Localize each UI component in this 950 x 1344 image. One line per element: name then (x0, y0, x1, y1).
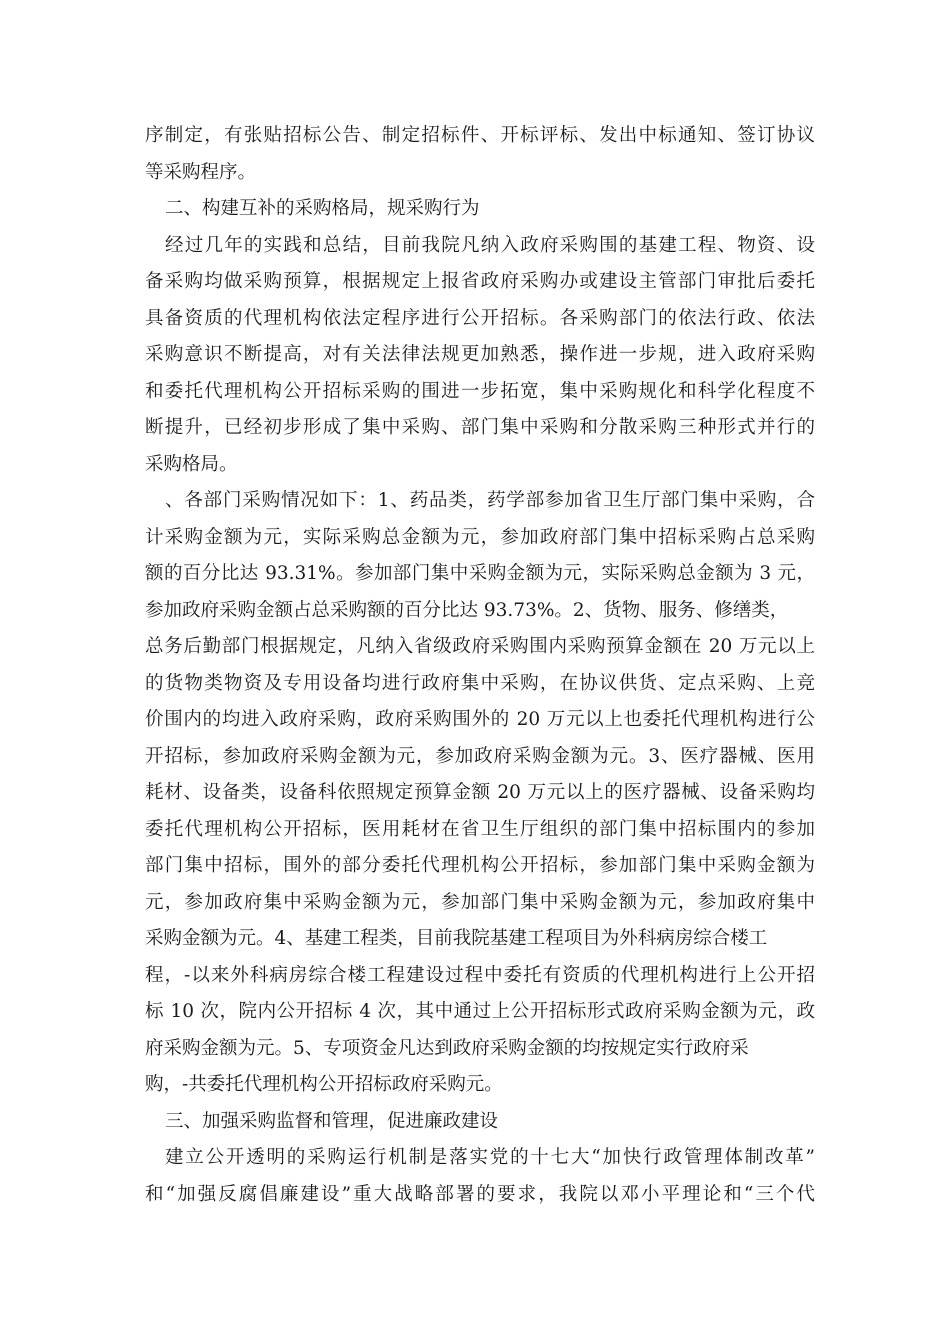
text-line: 部门集中招标，围外的部分委托代理机构公开招标，参加部门集中采购金额为 (145, 855, 815, 876)
text-line: 三、加强采购监督和管理，促进廉政建设 (165, 1110, 499, 1132)
text-line: 建立公开透明的采购运行机制是落实党的十七大“加快行政管理体制改革” (165, 1147, 815, 1168)
text-line: 断提升，已经初步形成了集中采购、部门集中采购和分散采购三种形式并行的 (145, 417, 815, 438)
text-line: 参加政府采购金额占总采购额的百分比达 93.73%。2、货物、服务、修缮类， (145, 599, 789, 621)
text-line: 采购金额为元。4、基建工程类，目前我院基建工程项目为外科病房综合楼工 (145, 928, 768, 949)
text-line: 和委托代理机构公开招标采购的围进一步拓宽，集中采购规化和科学化程度不 (145, 380, 815, 402)
text-line: 序制定，有张贴招标公告、制定招标件、开标评标、发出中标通知、签订协议 (145, 125, 815, 146)
text-line: 价围内的均进入政府采购，政府采购围外的 20 万元以上也委托代理机构进行公 (145, 709, 815, 730)
text-line: 经过几年的实践和总结，目前我院凡纳入政府采购围的基建工程、物资、设 (165, 234, 815, 256)
text-line: 等采购程序。 (145, 161, 257, 183)
text-line: 、各部门采购情况如下：1、药品类，药学部参加省卫生厅部门集中采购，合 (165, 490, 815, 511)
text-line: 具备资质的代理机构依法定程序进行公开招标。各采购部门的依法行政、依法 (145, 307, 815, 329)
text-line: 采购格局。 (145, 453, 238, 475)
text-line: 委托代理机构公开招标，医用耗材在省卫生厅组织的部门集中招标围内的参加 (145, 818, 815, 840)
text-line: 总务后勤部门根据规定，凡纳入省级政府采购围内采购预算金额在 20 万元以上 (145, 636, 815, 657)
document-body (145, 118, 815, 1213)
text-line: 元，参加政府集中采购金额为元，参加部门集中采购金额为元，参加政府集中 (145, 891, 815, 913)
text-line: 额的百分比达 93.31%。参加部门集中采购金额为元，实际采购总金额为 3 元， (145, 563, 815, 584)
text-line: 开招标，参加政府采购金额为元，参加政府采购金额为元。3、医疗器械、医用 (145, 745, 815, 767)
text-line: 采购意识不断提高，对有关法律法规更加熟悉，操作进一步规，进入政府采购 (145, 344, 815, 365)
text-line: 耗材、设备类，设备科依照规定预算金额 20 万元以上的医疗器械、设备采购均 (145, 782, 815, 803)
text-line: 购，-共委托代理机构公开招标政府采购元。 (145, 1074, 503, 1095)
text-line: 和“加强反腐倡廉建设”重大战略部署的要求，我院以邓小平理论和“三个代 (145, 1183, 815, 1205)
text-line: 的货物类物资及专用设备均进行政府集中采购，在协议供货、定点采购、上竞 (145, 672, 815, 694)
text-line: 程，-以来外科病房综合楼工程建设过程中委托有资质的代理机构进行上公开招 (145, 964, 815, 986)
text-line: 二、构建互补的采购格局，规采购行为 (165, 198, 480, 219)
text-line: 计采购金额为元，实际采购总金额为元，参加政府部门集中招标采购占总采购 (145, 526, 815, 548)
text-line: 标 10 次，院内公开招标 4 次，其中通过上公开招标形式政府采购金额为元，政 (145, 1001, 815, 1022)
text-line: 府采购金额为元。5、专项资金凡达到政府采购金额的均按规定实行政府采 (145, 1037, 749, 1059)
text-line: 备采购均做采购预算，根据规定上报省政府采购办或建设主管部门审批后委托 (145, 271, 815, 292)
